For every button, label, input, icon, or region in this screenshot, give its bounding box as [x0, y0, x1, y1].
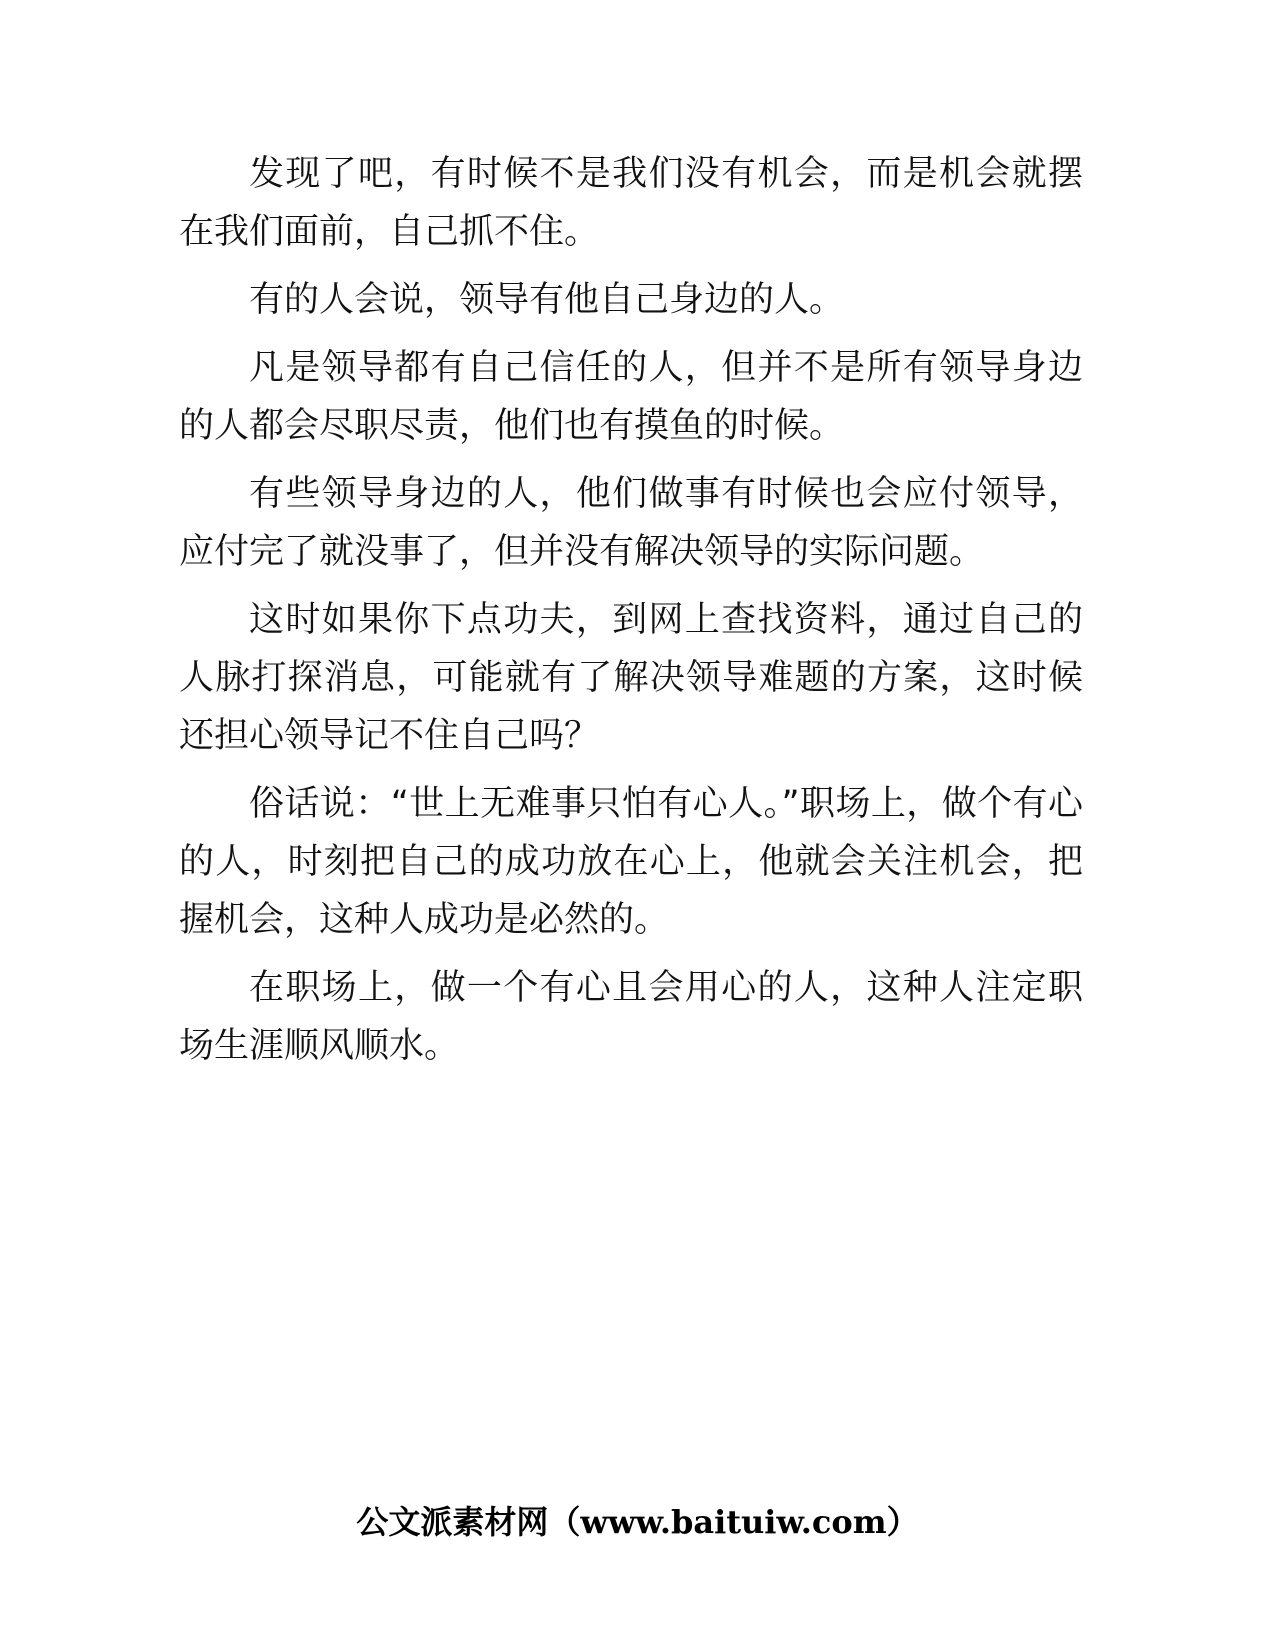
paragraph-2: 有的人会说，领导有他自己身边的人。 [249, 280, 845, 320]
paragraph-7: 在职场上，做一个有心且会用心的人，这种人注定职场生涯顺风顺水。 [179, 968, 1083, 1066]
paragraph-4: 有些领导身边的人，他们做事有时候也会应付领导，应付完了就没事了，但并没有解决领导的实际问题。 [179, 474, 1083, 572]
page-footer: 公文派素材网（www.baituiw.com） [356, 1503, 919, 1541]
paragraph-1: 发现了吧，有时候不是我们没有机会，而是机会就摆在我们面前，自己抓不住。 [179, 154, 1083, 252]
document-body [179, 145, 1083, 1085]
paragraph-6: 俗话说：“世上无难事只怕有心人。”职场上，做个有心的人，时刻把自己的成功放在心上，他就会关注机会，把握机会，这种人成功是必然的。 [179, 784, 1083, 940]
paragraph-3: 凡是领导都有自己信任的人，但并不是所有领导身边的人都会尽职尽责，他们也有摸鱼的时候。 [179, 348, 1083, 446]
paragraph-5: 这时如果你下点功夫，到网上查找资料，通过自己的人脉打探消息，可能就有了解决领导难题的方案，这时候还担心领导记不住自己吗？ [179, 600, 1083, 756]
